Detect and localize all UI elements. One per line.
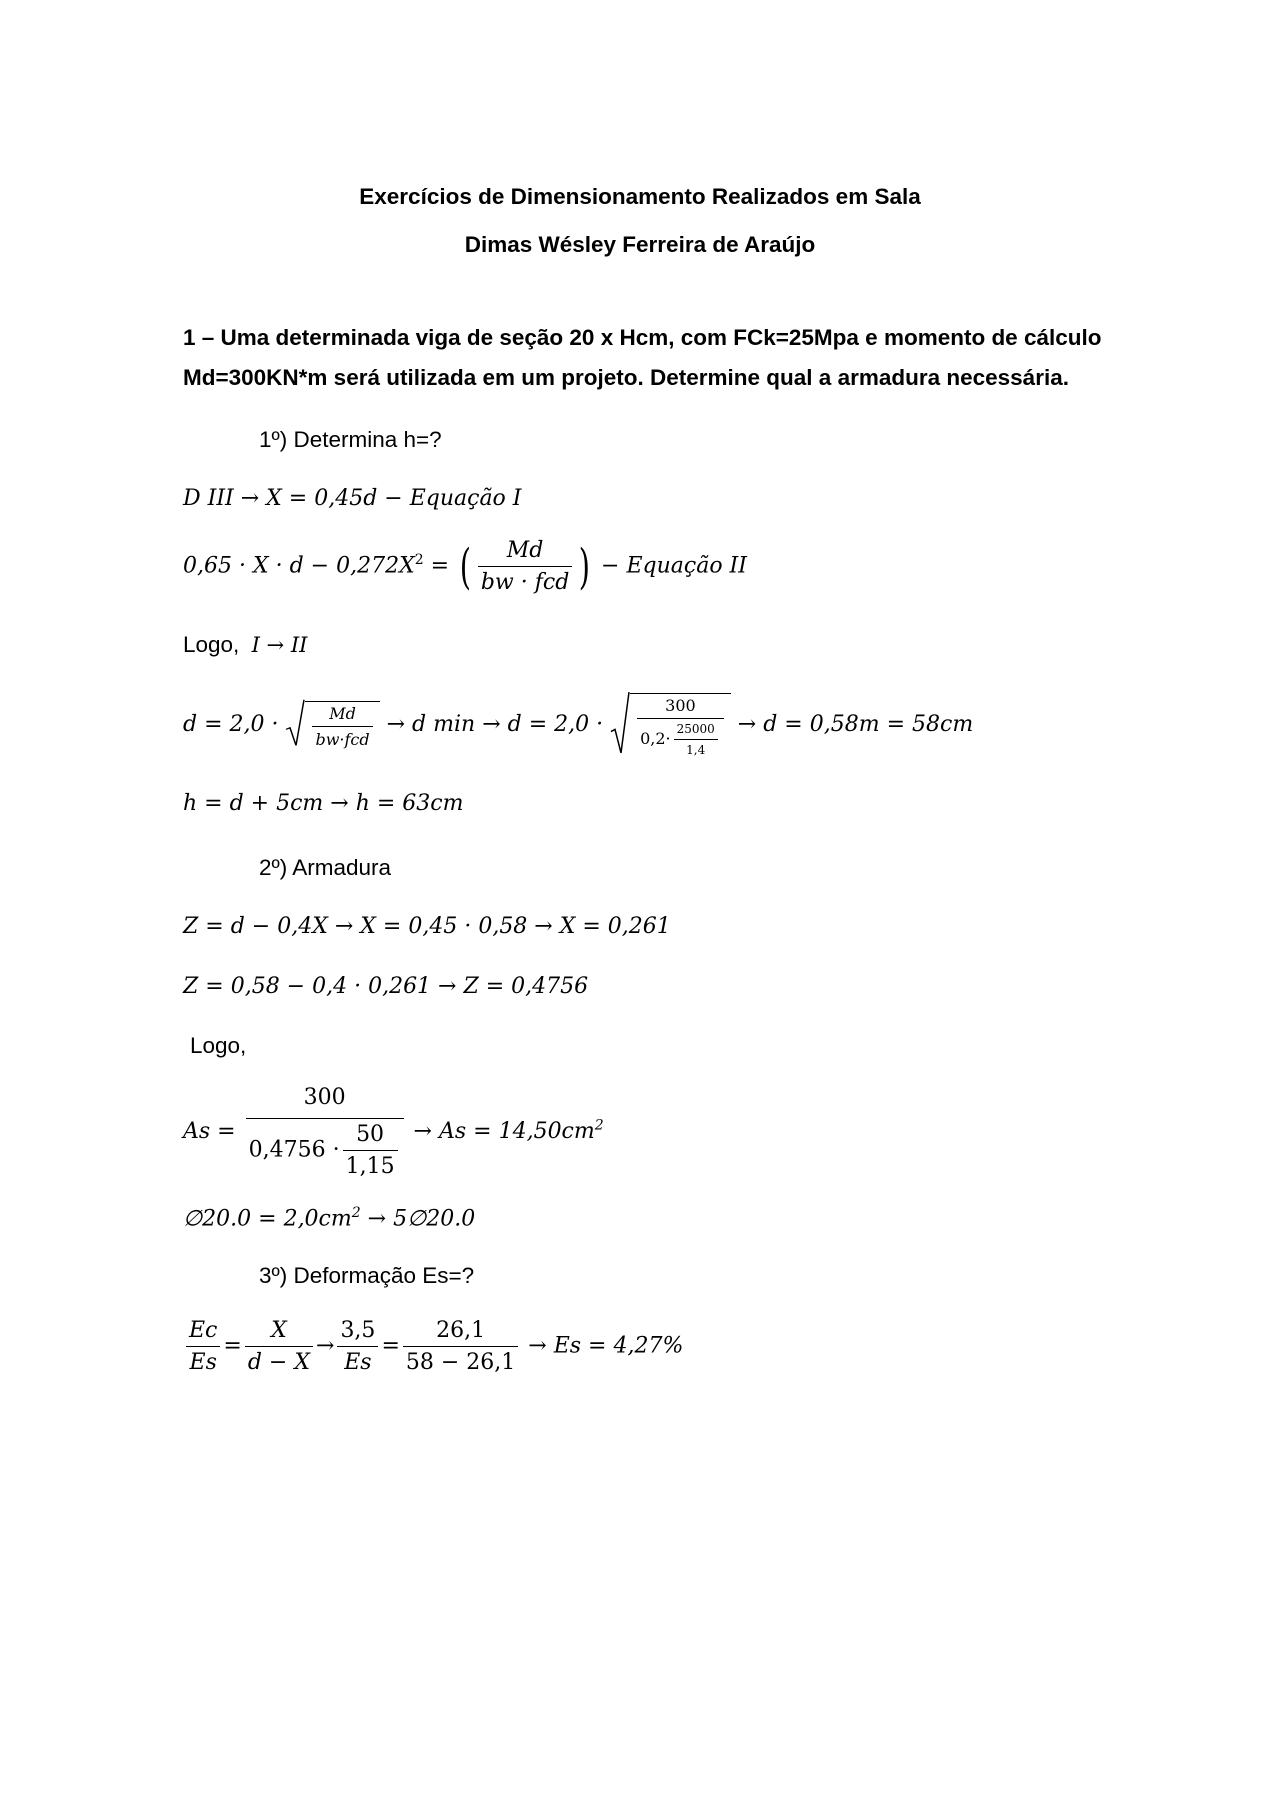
- eq9-exp: 2: [351, 1205, 361, 1221]
- eq4-den2-den: 1,4: [686, 743, 706, 757]
- eq8-fraction: [246, 1085, 404, 1179]
- eq8-num: 300: [246, 1085, 404, 1119]
- eq8-a: As =: [183, 1119, 243, 1144]
- sqrt-sign-1: [285, 699, 305, 747]
- eq10-d2: d − X: [247, 1350, 310, 1375]
- eq4-a: d = 2,0 ·: [183, 712, 286, 737]
- logo-label-2: Logo,: [190, 1033, 247, 1058]
- eq4-c: → d = 0,58m = 58cm: [730, 712, 974, 737]
- left-paren: (: [459, 538, 472, 595]
- eq8-inner-fraction: [343, 1122, 398, 1179]
- equation-9: [183, 1205, 475, 1231]
- equation-10: $\frac{Ec}{Es}$ = $\frac{X}{d - X}$ → $\frac{3,5}{Es}$ = $\frac{26,1}{58 - 26,1}$ → Es = 4,27%: [183, 1318, 683, 1375]
- eq10-fraction-4: [403, 1318, 518, 1375]
- problem-statement: [183, 318, 1163, 398]
- equation-3: I → II: [251, 633, 308, 657]
- equation-2: [183, 538, 747, 595]
- equation-5: h = d + 5cm → h = 63cm: [183, 791, 464, 816]
- eq4-den2-a: 0,2·: [640, 729, 671, 748]
- eq4-inner-fraction: [674, 722, 718, 757]
- eq2-left: 0,65 · X · d − 0,272X: [183, 553, 415, 579]
- eq8-den: [246, 1119, 404, 1179]
- eq8-den-a: 0,4756 ·: [248, 1137, 340, 1163]
- equation-4: [183, 693, 973, 757]
- eq4-b: → d min → d = 2,0 ·: [379, 712, 611, 737]
- equation-6: Z = d − 0,4X → X = 0,45 · 0,58 → X = 0,261: [183, 914, 671, 939]
- eq2-exp: 2: [414, 552, 424, 569]
- eq10-n3: 3,5: [337, 1318, 378, 1347]
- eq4-num2: 300: [637, 696, 724, 719]
- step3-heading: 3º) Deformação Es=?: [259, 1263, 475, 1288]
- logo-line-1: [183, 632, 307, 658]
- equation-1: D III → X = 0,45d − Equação I: [183, 486, 522, 511]
- eq10-fraction-1: [186, 1318, 220, 1375]
- eq9-b: → 5∅20.0: [360, 1206, 476, 1232]
- eq10-fraction-3: [337, 1318, 378, 1375]
- step1-heading: 1º) Determina h=?: [259, 427, 442, 452]
- eq9-a: ∅20.0 = 2,0cm: [183, 1206, 352, 1232]
- right-paren: ): [579, 538, 591, 595]
- eq4-fraction-2: [637, 696, 724, 757]
- eq8-den-den: 1,15: [345, 1154, 395, 1179]
- eq2-den: bw · fcd: [480, 570, 570, 595]
- eq10-d3: Es: [344, 1350, 372, 1375]
- eq10-n4: 26,1: [403, 1318, 518, 1347]
- eq4-den2-num: 25000: [674, 722, 718, 740]
- eq2-eq: =: [423, 553, 457, 579]
- eq8-den-num: 50: [343, 1122, 398, 1151]
- equation-7: Z = 0,58 − 0,4 · 0,261 → Z = 0,4756: [183, 974, 589, 999]
- eq10-n2: X: [245, 1318, 313, 1347]
- eq8-exp: 2: [594, 1117, 604, 1134]
- step2-heading: 2º) Armadura: [259, 855, 392, 880]
- eq10-d4: 58 − 26,1: [405, 1350, 516, 1375]
- eq8-b: → As = 14,50cm: [406, 1119, 595, 1144]
- problem-statement-line1: 1 – Uma determinada viga de seção 20 x Hcm, com FCk=25Mpa e momento de cálculo: [183, 325, 1102, 350]
- eq4-den2: [637, 719, 724, 757]
- eq10-d1: Es: [189, 1350, 217, 1375]
- document-title: Exercícios de Dimensionamento Realizados em Sala: [359, 184, 921, 209]
- eq10-end: → Es = 4,27%: [521, 1333, 684, 1359]
- sqrt-2: [610, 693, 731, 757]
- eq4-fraction-1: [312, 704, 372, 749]
- author-name: Dimas Wésley Ferreira de Araújo: [464, 232, 816, 257]
- eq4-num1: Md: [312, 704, 372, 727]
- sqrt-sign-2: [610, 691, 630, 755]
- logo-label-1: Logo,: [183, 632, 240, 657]
- problem-statement-line2: Md=300KN*m será utilizada em um projeto. Determine qual a armadura necessária.: [183, 365, 1069, 390]
- eq2-right: − Equação II: [594, 553, 747, 579]
- eq4-den1: bw·fcd: [315, 730, 370, 749]
- eq2-fraction: [478, 538, 572, 595]
- eq2-num: Md: [478, 538, 572, 567]
- sqrt-1: [285, 701, 379, 749]
- eq10-n1: Ec: [186, 1318, 220, 1347]
- eq10-fraction-2: [245, 1318, 313, 1375]
- equation-8: [183, 1085, 604, 1179]
